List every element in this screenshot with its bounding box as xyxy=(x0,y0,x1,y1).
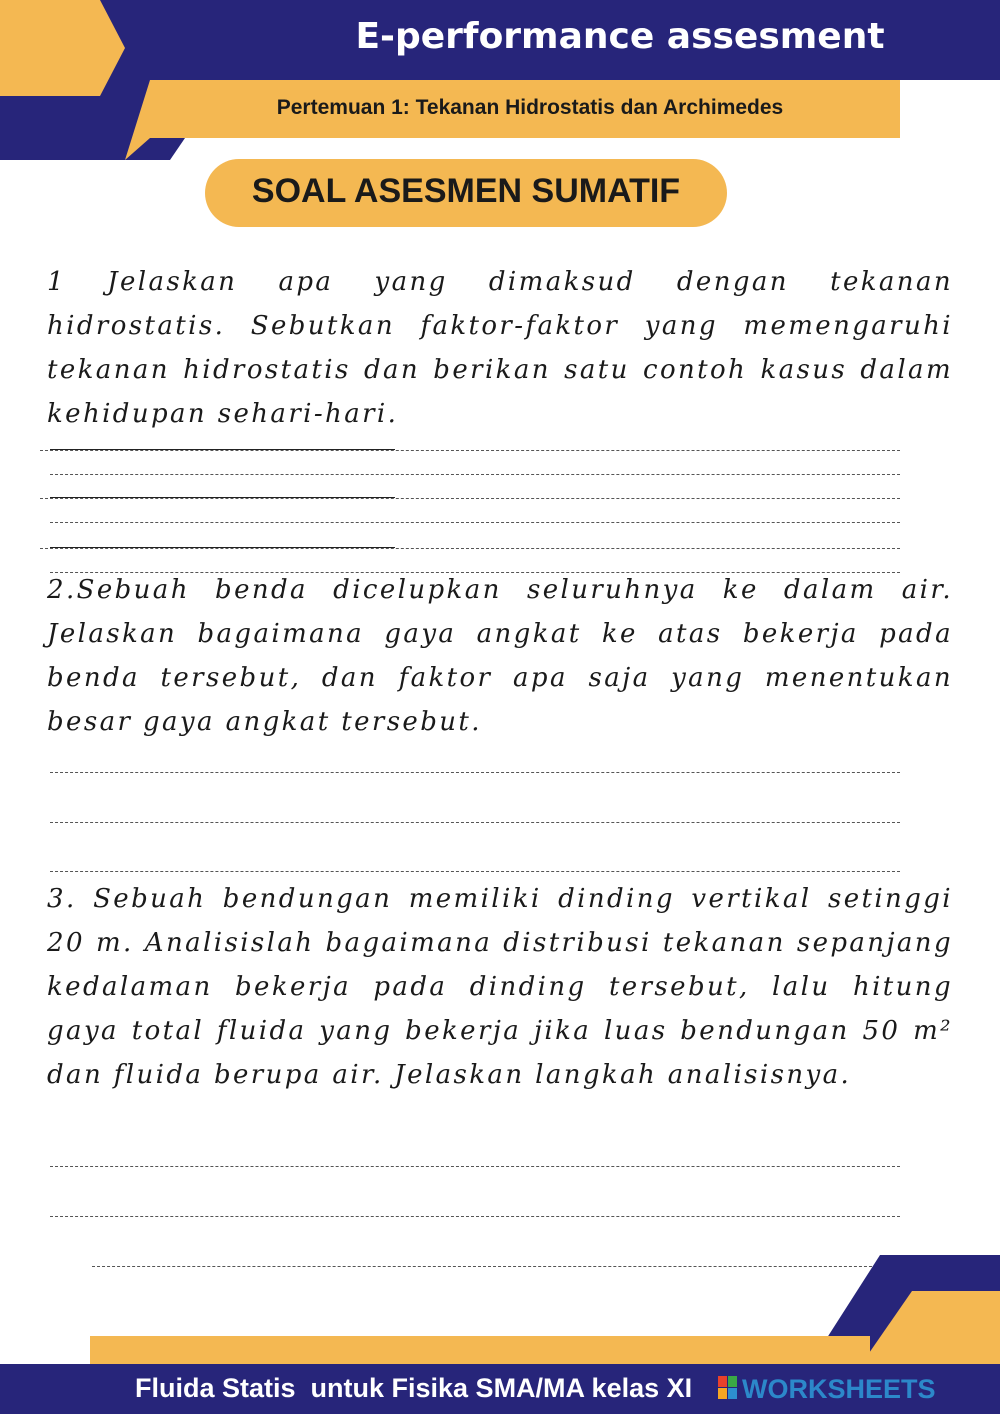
answer-line[interactable] xyxy=(40,498,900,499)
answer-line[interactable] xyxy=(50,1166,900,1167)
answer-line[interactable] xyxy=(50,772,900,773)
answer-line-segment xyxy=(50,497,395,498)
page-title: E-performance assesment xyxy=(355,16,885,57)
answer-line-segment xyxy=(50,547,395,548)
answer-line[interactable] xyxy=(50,822,900,823)
answer-line-segment xyxy=(50,449,395,450)
answer-line[interactable] xyxy=(50,1216,900,1217)
answer-line[interactable] xyxy=(40,548,900,549)
page-subtitle: Pertemuan 1: Tekanan Hidrostatis dan Archimedes xyxy=(276,96,784,119)
watermark-text: WORKSHEETS xyxy=(742,1374,936,1404)
footer-text: Fluida Statis untuk Fisika SMA/MA kelas XI xyxy=(135,1373,693,1403)
section-badge-label: SOAL ASESMEN SUMATIF xyxy=(251,172,681,210)
question-1: 1 Jelaskan apa yang dimaksud dengan tekanan hidrostatis. Sebutkan faktor-faktor yang memengaruhi tekanan hidrostatis dan berikan satu contoh kasus dalam kehidupan sehari-hari. xyxy=(47,267,953,429)
answer-line[interactable] xyxy=(50,871,900,872)
question-2: 2.Sebuah benda dicelupkan seluruhnya ke dalam air. Jelaskan bagaimana gaya angkat ke atas bekerja pada benda tersebut, dan faktor apa saja yang menentukan besar gaya angkat tersebut. xyxy=(47,575,953,737)
liveworksheets-logo xyxy=(718,1376,738,1400)
answer-line[interactable] xyxy=(50,522,900,523)
question-3: 3. Sebuah bendungan memiliki dinding vertikal setinggi 20 m. Analisislah bagaimana distribusi tekanan sepanjang kedalaman bekerja pada dinding tersebut, lalu hitung gaya total fluida yang bekerja jika luas bendungan 50 m² dan fluida berupa air. Jelaskan langkah analisisnya. xyxy=(47,884,953,1090)
answer-line[interactable] xyxy=(50,474,900,475)
footer-gold-strip xyxy=(90,1336,870,1364)
answer-line[interactable] xyxy=(40,450,900,451)
answer-line[interactable] xyxy=(92,1266,882,1267)
subtitle-bar-slant xyxy=(125,80,185,160)
